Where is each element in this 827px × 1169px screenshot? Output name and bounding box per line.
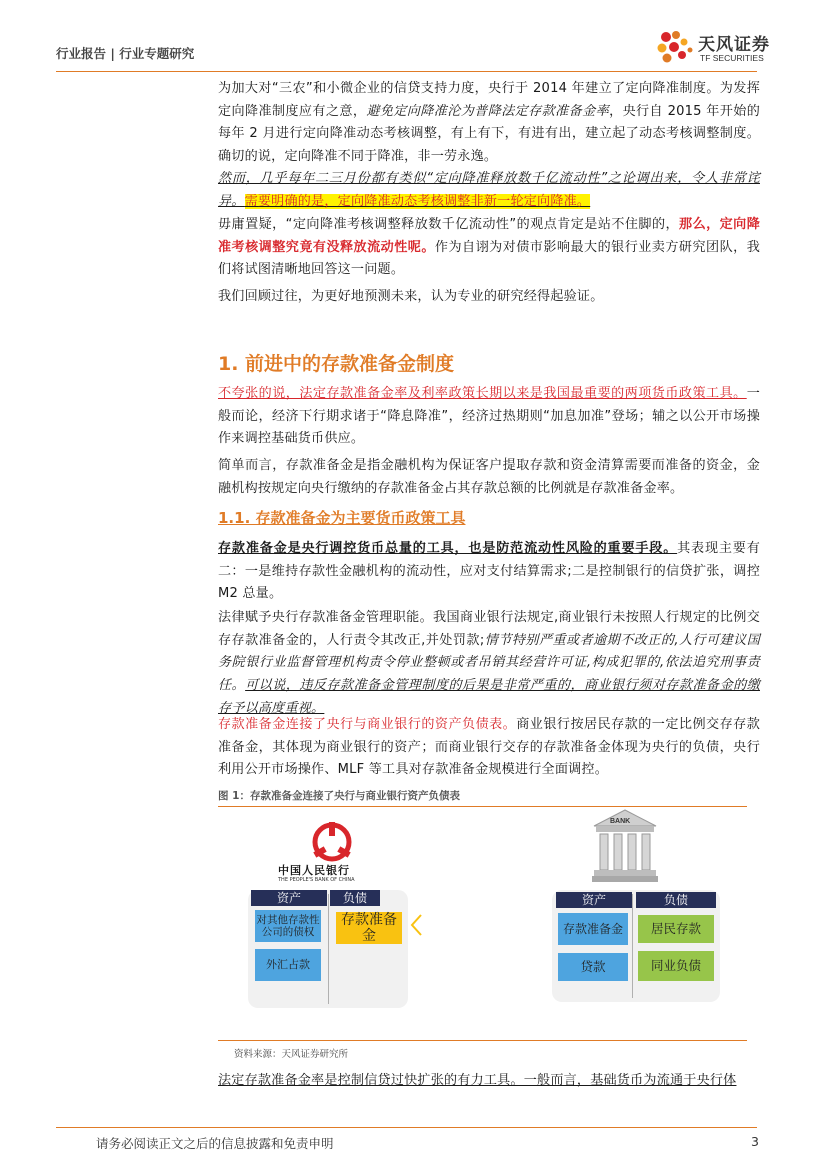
bank-liability-interbank: 同业负债 (638, 951, 714, 981)
figure-source: 资料来源：天风证券研究所 (234, 1049, 349, 1060)
pboc-name: 中国人民银行 (278, 864, 350, 877)
page-number: 3 (751, 1134, 759, 1149)
connector-arrow-icon (410, 913, 422, 937)
figure-bottom-rule (218, 1040, 747, 1041)
pboc-liability-header: 负债 (330, 890, 380, 906)
report-category: 行业报告 | 行业专题研究 (56, 46, 195, 61)
pboc-logo-icon (312, 822, 352, 862)
section-heading-1: 1. 前进中的存款准备金制度 (218, 353, 455, 375)
section11-paragraph-1: 存款准备金是央行调控货币总量的工具，也是防范流动性风险的重要手段。其表现主要有二：一是维持存款性金融机构的流动性，应对支付结算需求;二是控制银行的信贷扩张，调控 M2 总量。 (218, 541, 760, 602)
bank-asset-reserve: 存款准备金 (558, 913, 628, 945)
bank-asset-header: 资产 (556, 892, 632, 908)
pboc-name-en: THE PEOPLE'S BANK OF CHINA (278, 877, 355, 883)
bank-liability-deposits: 居民存款 (638, 915, 714, 943)
bank-asset-loans: 贷款 (558, 953, 628, 981)
figure-title: 图 1：存款准备金连接了央行与商业银行资产负债表 (218, 790, 460, 802)
pboc-asset-fx: 外汇占款 (255, 949, 321, 981)
figure-1 (218, 806, 747, 1040)
footer-divider (56, 1127, 757, 1128)
pboc-liability-reserve: 存款准备金 (336, 912, 402, 944)
section-heading-1-1: 1.1. 存款准备金为主要货币政策工具 (218, 509, 466, 527)
section1-paragraph-1: 不夸张的说，法定存款准备金率及利率政策长期以来是我国最重要的两项货币政策工具。一般而论，经济下行期求诸于“降息降准”，经济过热期则“加息加准”登场；辅之以公开市场操作来调控基础货币供应。 (218, 386, 760, 447)
closing-paragraph: 法定存款准备金率是控制信贷过快扩张的有力工具。一般而言，基础货币为流通于央行体 (218, 1073, 737, 1088)
intro-paragraph-1: 为加大对“三农”和小微企业的信贷支持力度，央行于 2014 年建立了定向降准制度。为发挥定向降准制度应有之意，避免定向降准沦为普降法定存款准备金率，央行自 2015 年开始的每年 2 月进行定向降准动态考核调整，有上有下，有进有出，建立起了动态考核调整制度。确切的说，定向降准不同于降准，非一劳永逸。 (218, 81, 760, 165)
section11-paragraph-3: 存款准备金连接了央行与商业银行的资产负债表。商业银行按居民存款的一定比例交存存款准备金，其体现为商业银行的资产；而商业银行交存的存款准备金体现为央行的负债，央行利用公开市场操作、MLF 等工具对存款准备金规模进行全面调控。 (218, 717, 760, 778)
header-divider (56, 71, 757, 72)
intro-paragraph-3: 毋庸置疑，“定向降准考核调整释放数千亿流动性”的观点肯定是站不住脚的，那么，定向降准考核调整究竟有没释放流动性呢。作为自诩为对债市影响最大的银行业卖方研究团队，我们将试图清晰地回答这一问题。 (218, 217, 760, 278)
logo-english: TF SECURITIES (700, 53, 764, 63)
logo-name: 天风证券 (698, 35, 770, 55)
intro-paragraph-2: 然而，几乎每年二三月份都有类似“定向降准释放数千亿流动性”之论调出来，令人非常诧异。需要明确的是，定向降准动态考核调整非新一轮定向降准。 (218, 171, 760, 209)
pboc-asset-claims: 对其他存款性公司的债权 (255, 910, 321, 942)
pboc-asset-header: 资产 (251, 890, 327, 906)
bank-sign: BANK (610, 818, 631, 825)
section1-paragraph-2: 简单而言，存款准备金是指金融机构为保证客户提取存款和资金清算需要而准备的资金，金融机构按规定向央行缴纳的存款准备金占其存款总额的比例就是存款准备金率。 (218, 458, 760, 496)
footer-disclaimer: 请务必阅读正文之后的信息披露和免责申明 (96, 1136, 334, 1151)
intro-paragraph-4: 我们回顾过往，为更好地预测未来，认为专业的研究经得起验证。 (218, 289, 604, 304)
section11-paragraph-2: 法律赋予央行存款准备金管理职能。我国商业银行法规定,商业银行未按照人行规定的比例交存存款准备金的，人行责令其改正,并处罚款;情节特别严重或者逾期不改正的,人行可建议国务院银行业监督管理机构责令停业整顿或者吊销其经营许可证,构成犯罪的,依法追究刑事责任。可以说，违反存款准备金管理制度的后果是非常严重的，商业银行须对存款准备金的缴存予以高度重视。 (218, 610, 760, 716)
bank-liability-header: 负债 (636, 892, 716, 908)
